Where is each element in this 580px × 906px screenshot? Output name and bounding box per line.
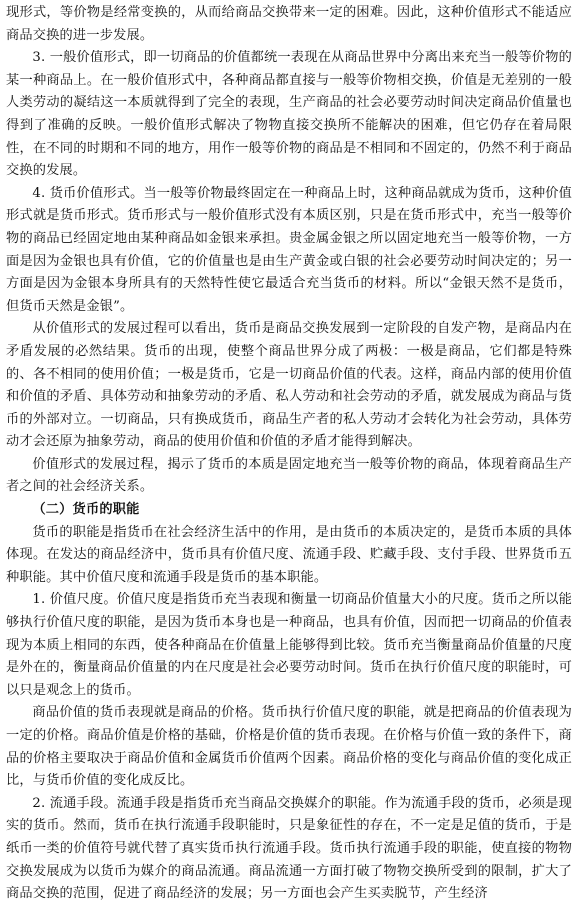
paragraph-money-origin: 从价值形式的发展过程可以看出，货币是商品交换发展到一定阶段的自发产物，是商品内在矛盾发展的必然结果。货币的出现，使整个商品世界分成了两极：一极是商品，它们都是特殊的、各不相同的使用价值；一极是货币，它是一切商品价值的代表。这样，商品内部的使用价值和价值的矛盾、具体劳动和抽象劳动的矛盾、私人劳动和社会劳动的矛盾，就发展成为商品与货币的外部对立。一切商品，只有换成货币，商品生产者的私人劳动才会转化为社会劳动，具体劳动才会还原为抽象劳动，商品的使用价值和价值的矛盾才能得到解决。 (6, 321, 572, 450)
paragraph-measure-of-value: 1. 价值尺度。价值尺度是指货币充当表现和衡量一切商品价值量大小的尺度。货币之所以能够执行价值尺度的职能，是因为货币本身也是一种商品，也具有价值，因而把一切商品的价值表现为本质上相同的东西，使各种商品在价值量上能够得到比较。货币充当衡量商品价值量的尺度是外在的，衡量商品价值量的内在尺度是社会必要劳动时间。货币在执行价值尺度的职能时，可以只是观念上的货币。 (6, 592, 572, 698)
paragraph-simple-value-form-end: 现形式，等价物是经常变换的，从而给商品交换带来一定的困难。因此，这种价值形式不能适应商品交换的进一步发展。 (6, 5, 572, 43)
document-page (6, 2, 572, 906)
paragraph-price: 商品价值的货币表现就是商品的价格。货币执行价值尺度的职能，就是把商品的价值表现为一定的价格。商品价值是价格的基础，价格是价值的货币表现。在价格与价值一致的条件下，商品的价格主要取决于商品价值和金属货币价值两个因素。商品价格的变化与商品价值的变化成正比，与货币价值的变化成反比。 (6, 705, 572, 789)
paragraph-means-of-circulation: 2. 流通手段。流通手段是指货币充当商品交换媒介的职能。作为流通手段的货币，必须是现实的货币。然而，货币在执行流通手段职能时，只是象征性的存在，不一定是足值的货币，于是纸币一类的价值符号就代替了真实货币执行流通手段。货币执行流通手段的职能，使直接的物物交换发展成为以货币为媒介的商品流通。商品流通一方面打破了物物交换所受到的限制，扩大了商品交换的范围，促进了商品经济的发展；另一方面也会产生买卖脱节，产生经济 (6, 795, 572, 902)
paragraph-money-functions-intro: 货币的职能是指货币在社会经济生活中的作用，是由货币的本质决定的，是货币本质的具体体现。在发达的商品经济中，货币具有价值尺度、流通手段、贮藏手段、支付手段、世界货币五种职能。其中价值尺度和流通手段是货币的基本职能。 (6, 524, 572, 585)
paragraph-money-essence: 价值形式的发展过程，揭示了货币的本质是固定地充当一般等价物的商品，体现着商品生产者之间的社会经济关系。 (6, 456, 572, 495)
paragraph-general-value-form: 3. 一般价值形式，即一切商品的价值都统一表现在从商品世界中分离出来充当一般等价物的某一种商品上。在一般价值形式中，各种商品都直接与一般等价物相交换，价值是无差别的一般人类劳动的凝结这一本质就得到了完全的表现，生产商品的社会必要劳动时间决定商品价值量也得到了准确的反映。一般价值形式解决了物物直接交换所不能解决的困难，但它仍存在着局限性，在不同的时期和不同的地方，用作一般等价物的商品是不相同和不固定的，仍然不利于商品交换的发展。 (6, 50, 572, 179)
section-heading-money-functions: （二）货币的职能 (32, 502, 140, 518)
paragraph-money-value-form: 4. 货币价值形式。当一般等价物最终固定在一种商品上时，这种商品就成为货币，这种价值形式就是货币形式。货币形式与一般价值形式没有本质区别，只是在货币形式中，充当一般等价物的商品已经固定地由某种商品如金银来承担。贵金属金银之所以固定地充当一般等价物，一方面是因为金银也具有价值，它的价值量也是由生产黄金或白银的社会必要劳动时间决定的；另一方面是因为金银本身所具有的天然特性使它最适合充当货币的材料。所以“金银天然不是货币，但货币天然是金银”。 (6, 185, 572, 314)
